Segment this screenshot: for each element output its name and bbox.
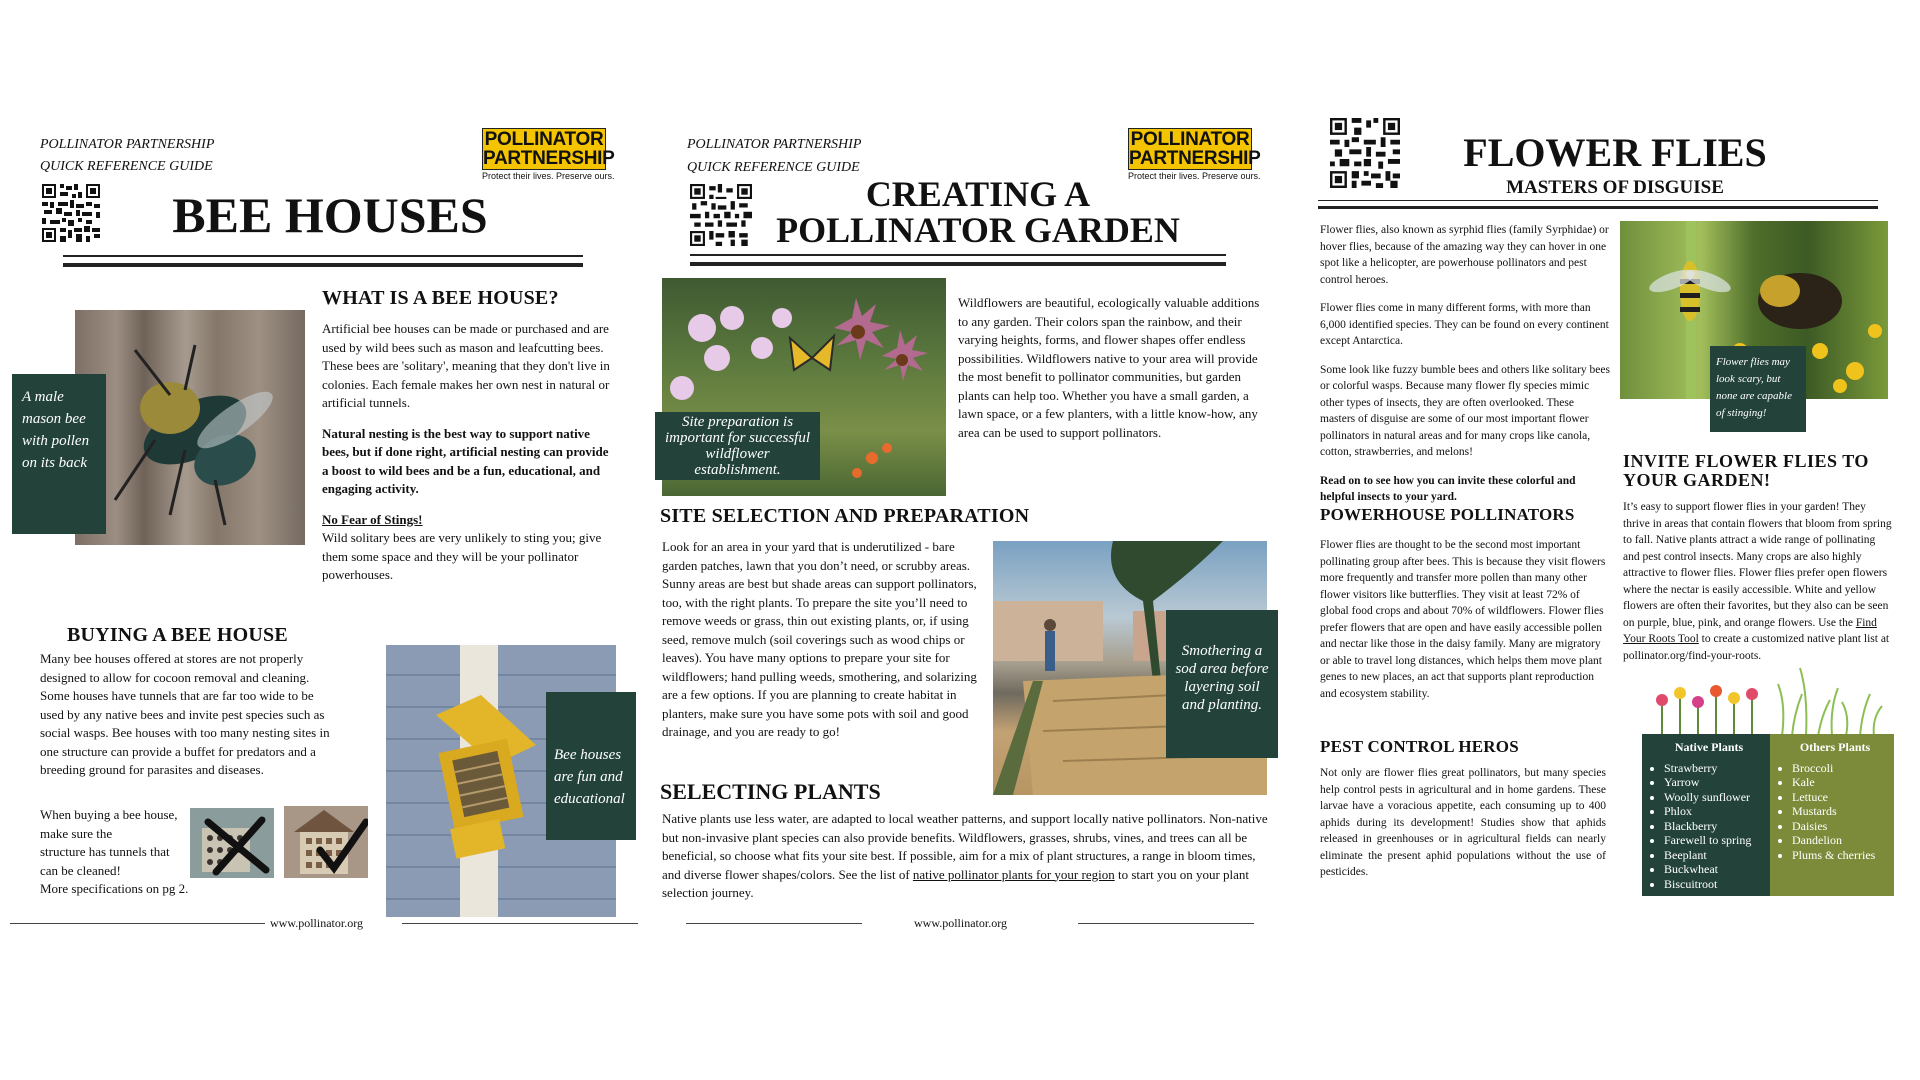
heading-what-is-a-bee-house: WHAT IS A BEE HOUSE? [322,287,559,309]
heading-site-selection: SITE SELECTION AND PREPARATION [660,505,1030,527]
pollinator-partnership-logo: POLLINATOR PARTNERSHIP [483,129,615,169]
bad-bee-house-photo [190,808,274,878]
buying-paragraph: Many bee houses offered at stores are not properly designed to allow for cocoon removal and cleaning. Some houses have tunnels that are far too wide to be used by any native bees and invite pest species such as social wasps. Bee houses with too many nesting sites in one structure can provide a buffet for predators and a breeding ground for parasites and diseases. [40,651,330,777]
plant-list-item: • Dandelion [1792,833,1894,848]
footer-rule-left-p2 [686,923,862,924]
intro-paragraph-3: Some look like fuzzy bumble bees and others like solitary bees or colorful wasps. Because many flower fly species mimic other types of insects, they are often overlooked. These masters of disguise are some of our most important flower pollinators in natural areas and for many crops like canola, cotton, strawberries, and melons! [1320,363,1610,458]
plant-lists-table [1642,734,1894,896]
title-line-1: CREATING A [865,174,1091,214]
footer-url: www.pollinator.org [270,916,363,930]
flower-flies-intro [1320,222,1610,506]
intro-paragraph-2: Flower flies come in many different forms, with more than 6,000 identified species. They can be found on every continent except Antarctica. [1320,302,1609,347]
title-rule-thick-p3 [1318,206,1878,209]
footer-rule-right [402,923,638,924]
brand-line-1: POLLINATOR PARTNERSHIP [40,137,215,152]
heading-buying-a-bee-house: BUYING A BEE HOUSE [67,624,288,646]
brand-line-2: QUICK REFERENCE GUIDE [40,159,213,174]
plant-list-item: • Lettuce [1792,790,1894,805]
qr-code-icon [690,184,752,246]
site-selection-paragraph: Look for an area in your yard that is underutilized - bare garden patches, lawn that you don’t need, or scrubby areas. Sunny areas are best but shade areas can support pollinators, too, with the right plants. To prepare the site you’ll need to remove weeds or grass, thin out existing plants, or, if using seed, remove mulch (soil coverings such as wood chips or leaves). You have many options to prepare your site for wildflowers; hand pulling weeds, smothering, and solarizing are a few options. If you are planning to create habitat in planters, make sure you have some pots with soil and good drainage, and you are ready to go! [662,539,977,739]
title-line-2: POLLINATOR GARDEN [776,210,1180,250]
no-fear-of-stings-text: Wild solitary bees are very unlikely to sting you; give them some space and they will be your pollinator powerhouses. [322,530,602,582]
plant-list-item: • Strawberry [1664,761,1770,776]
buying-tip-line-3: structure has tunnels that [40,844,170,859]
wildflowers-illustration [1652,684,1762,736]
page-title-pollinator-garden [758,176,1198,248]
plant-list-item: • Woolly sunflower [1664,790,1770,805]
heading-invite-flower-flies: INVITE FLOWER FLIES TO YOUR GARDEN! [1623,451,1869,490]
plant-list-item: • Phlox [1664,804,1770,819]
invite-text-b: to create a customized native plant list at pollinator.org/find-your-roots. [1623,633,1890,662]
powerhouse-paragraph: Flower flies are thought to be the second most important pollinating group after bees. This is because they visit flowers more frequently and transfer more pollen than many other flower visitors like butterflies. They visit at least 72% of global food crops and about 70% of wildflowers. Flower flies prefer flowers that are open and have easily accessible pollen and nectar like those in the daisy family. Many are migratory or able to travel long distances, which helps them move plant genes to new places, an act that supports plant reproduction and ecosystem stability. [1320,539,1606,700]
buying-tip-line-2: make sure the [40,825,113,841]
footer-rule-right-p2 [1078,923,1254,924]
logo-tagline: Protect their lives. Preserve ours. [482,171,615,181]
wildflower-photo-caption: Site preparation is important for successful wildflower establishment. [655,412,820,480]
buying-tip-line-5: More specifications on pg 2. [40,881,189,896]
plant-list-item: • Yarrow [1664,775,1770,790]
heading-pest-control-heros: PEST CONTROL HEROS [1320,737,1519,756]
title-rule-thick [63,263,583,267]
heading-selecting-plants: SELECTING PLANTS [660,779,881,804]
other-plants-column [1770,734,1894,896]
plant-list-item: • Biscuitroot [1664,877,1770,892]
native-plants-column [1642,734,1770,896]
bee-house-photo-caption: Bee houses are fun and educational [546,692,636,840]
plant-list-item: • Kale [1792,775,1894,790]
plant-list-item: • Buckwheat [1664,862,1770,877]
buying-tip-line-1: When buying a bee house, [40,807,178,822]
other-plants-list [1776,761,1894,863]
selecting-plants-paragraph [662,810,1274,903]
what-paragraph-2: Natural nesting is the best way to support native bees, but if done right, artificial nesting can provide a boost to wild bees and be a fun, educational, and engaging activity. [322,425,609,496]
page-title-bee-houses: BEE HOUSES [172,187,488,243]
what-section [322,320,612,585]
title-rule-thin-p2 [690,254,1226,256]
plant-list-item: • Beeplant [1664,848,1770,863]
flower-fly-photo-caption: Flower flies may look scary, but none are capable of stinging! [1710,346,1806,432]
plant-list-item: • Plums & cherries [1792,848,1894,863]
selecting-plants-text-b: to start you on your plant selection journey. [662,866,1250,900]
plant-list-item: • Mustards [1792,804,1894,819]
buying-tips [40,806,200,899]
logo-tagline-p2: Protect their lives. Preserve ours. [1128,171,1261,181]
brand-line-2-p2: QUICK REFERENCE GUIDE [687,160,860,175]
selecting-plants-text-a: Native plants use less water, are adapted to local weather patterns, and support locally native pollinators. Non-native but non-invasive plant species can also provide benefits. Wildflowers, grasses, shrubs, vines, and trees can all be beneficial, so choose what fits your site best. If possible, aim for a mix of plant structures, a range in bloom times, and diverse flower shapes/colors. See the list of [662,811,1268,882]
pollinator-partnership-logo-p2: POLLINATOR PARTNERSHIP [1129,129,1261,169]
intro-paragraph-1: Flower flies, also known as syrphid flies (family Syrphidae) or hover flies, because of the amazing way they can hover in one spot like a helicopter, are powerhouse pollinators and pest control heroes. [1320,224,1609,286]
intro-paragraph-4: Read on to see how you can invite these colorful and helpful insects to your yard. [1320,474,1576,503]
what-paragraph-1: Artificial bee houses can be made or purchased and are used by wild bees such as mason and leafcutting bees. These bees are 'solitary', meaning that they don't live in colonies. Each female makes her own nest in natural or artificial tunnels. [322,321,610,410]
title-rule-thin-p3 [1318,200,1878,201]
buying-tip-line-4: can be cleaned! [40,862,121,878]
page-title-flower-flies: FLOWER FLIES [1463,130,1767,175]
brand-line-1-p2: POLLINATOR PARTNERSHIP [687,137,862,152]
garden-intro-paragraph: Wildflowers are beautiful, ecologically valuable additions to any garden. Their colors span the rainbow, and their varying heights, forms, and flower shapes offer endless possibilities. Wildflowers native to your area will provide the most benefit to pollinator communities, but garden plants can help too. Whether you have a small garden, a lawn space, or a few planters, with a little know-how, any area can be used to support pollinators. [958,295,1260,440]
page-subtitle-masters-of-disguise: MASTERS OF DISGUISE [1506,177,1724,198]
plant-list-item: • Farewell to spring [1664,833,1770,848]
mason-bee-photo [75,310,305,545]
no-fear-of-stings-heading: No Fear of Stings! [322,511,423,527]
heading-powerhouse-pollinators: POWERHOUSE POLLINATORS [1320,505,1575,524]
qr-code-icon [1330,118,1400,188]
native-plants-heading: Native Plants [1674,740,1744,754]
footer-rule-left [10,923,265,924]
pest-control-paragraph: Not only are flower flies great pollinators, but many species help control pests in agricultural and in home gardens. These larvae have a voracious appetite, each consuming up to 400 aphids during its development! Studies show that aphids released in greenhouses or in agricultural fields can nearly eliminate the present aphid populations without the use of pesticides. [1320,767,1606,878]
footer-url-p2: www.pollinator.org [914,916,1007,930]
native-plants-region-link[interactable]: native pollinator plants for your region [912,866,1115,882]
invite-paragraph [1623,499,1893,664]
bee-photo-caption: A male mason bee with pollen on its back [12,374,106,534]
good-bee-house-photo [284,806,368,878]
invite-text-a: It’s easy to support flower flies in your garden! They thrive in areas that contain flowers that bloom from spring to fall. Native plants attract a wide range of pollinating and pest control insects. Many crops are also highly attractive to flower flies. Flower flies prefer open flowers where the nectar is easily accessible. White and yellow flowers are often their favorites, but they also can be seen on purple, blue, pink, and orange flowers. Use the [1623,501,1892,629]
native-plants-list [1648,761,1770,892]
find-your-roots-link[interactable]: Find Your Roots Tool [1623,616,1877,645]
title-rule-thin [63,255,583,257]
other-plants-heading: Others Plants [1799,740,1871,754]
sod-photo-caption: Smothering a sod area before layering soil and planting. [1166,610,1278,758]
plant-list-item: • Daisies [1792,819,1894,834]
plant-list-item: • Blackberry [1664,819,1770,834]
title-rule-thick-p2 [690,262,1226,266]
plant-list-item: • Broccoli [1792,761,1894,776]
qr-code-icon [42,184,100,242]
grass-illustration [1772,664,1892,736]
